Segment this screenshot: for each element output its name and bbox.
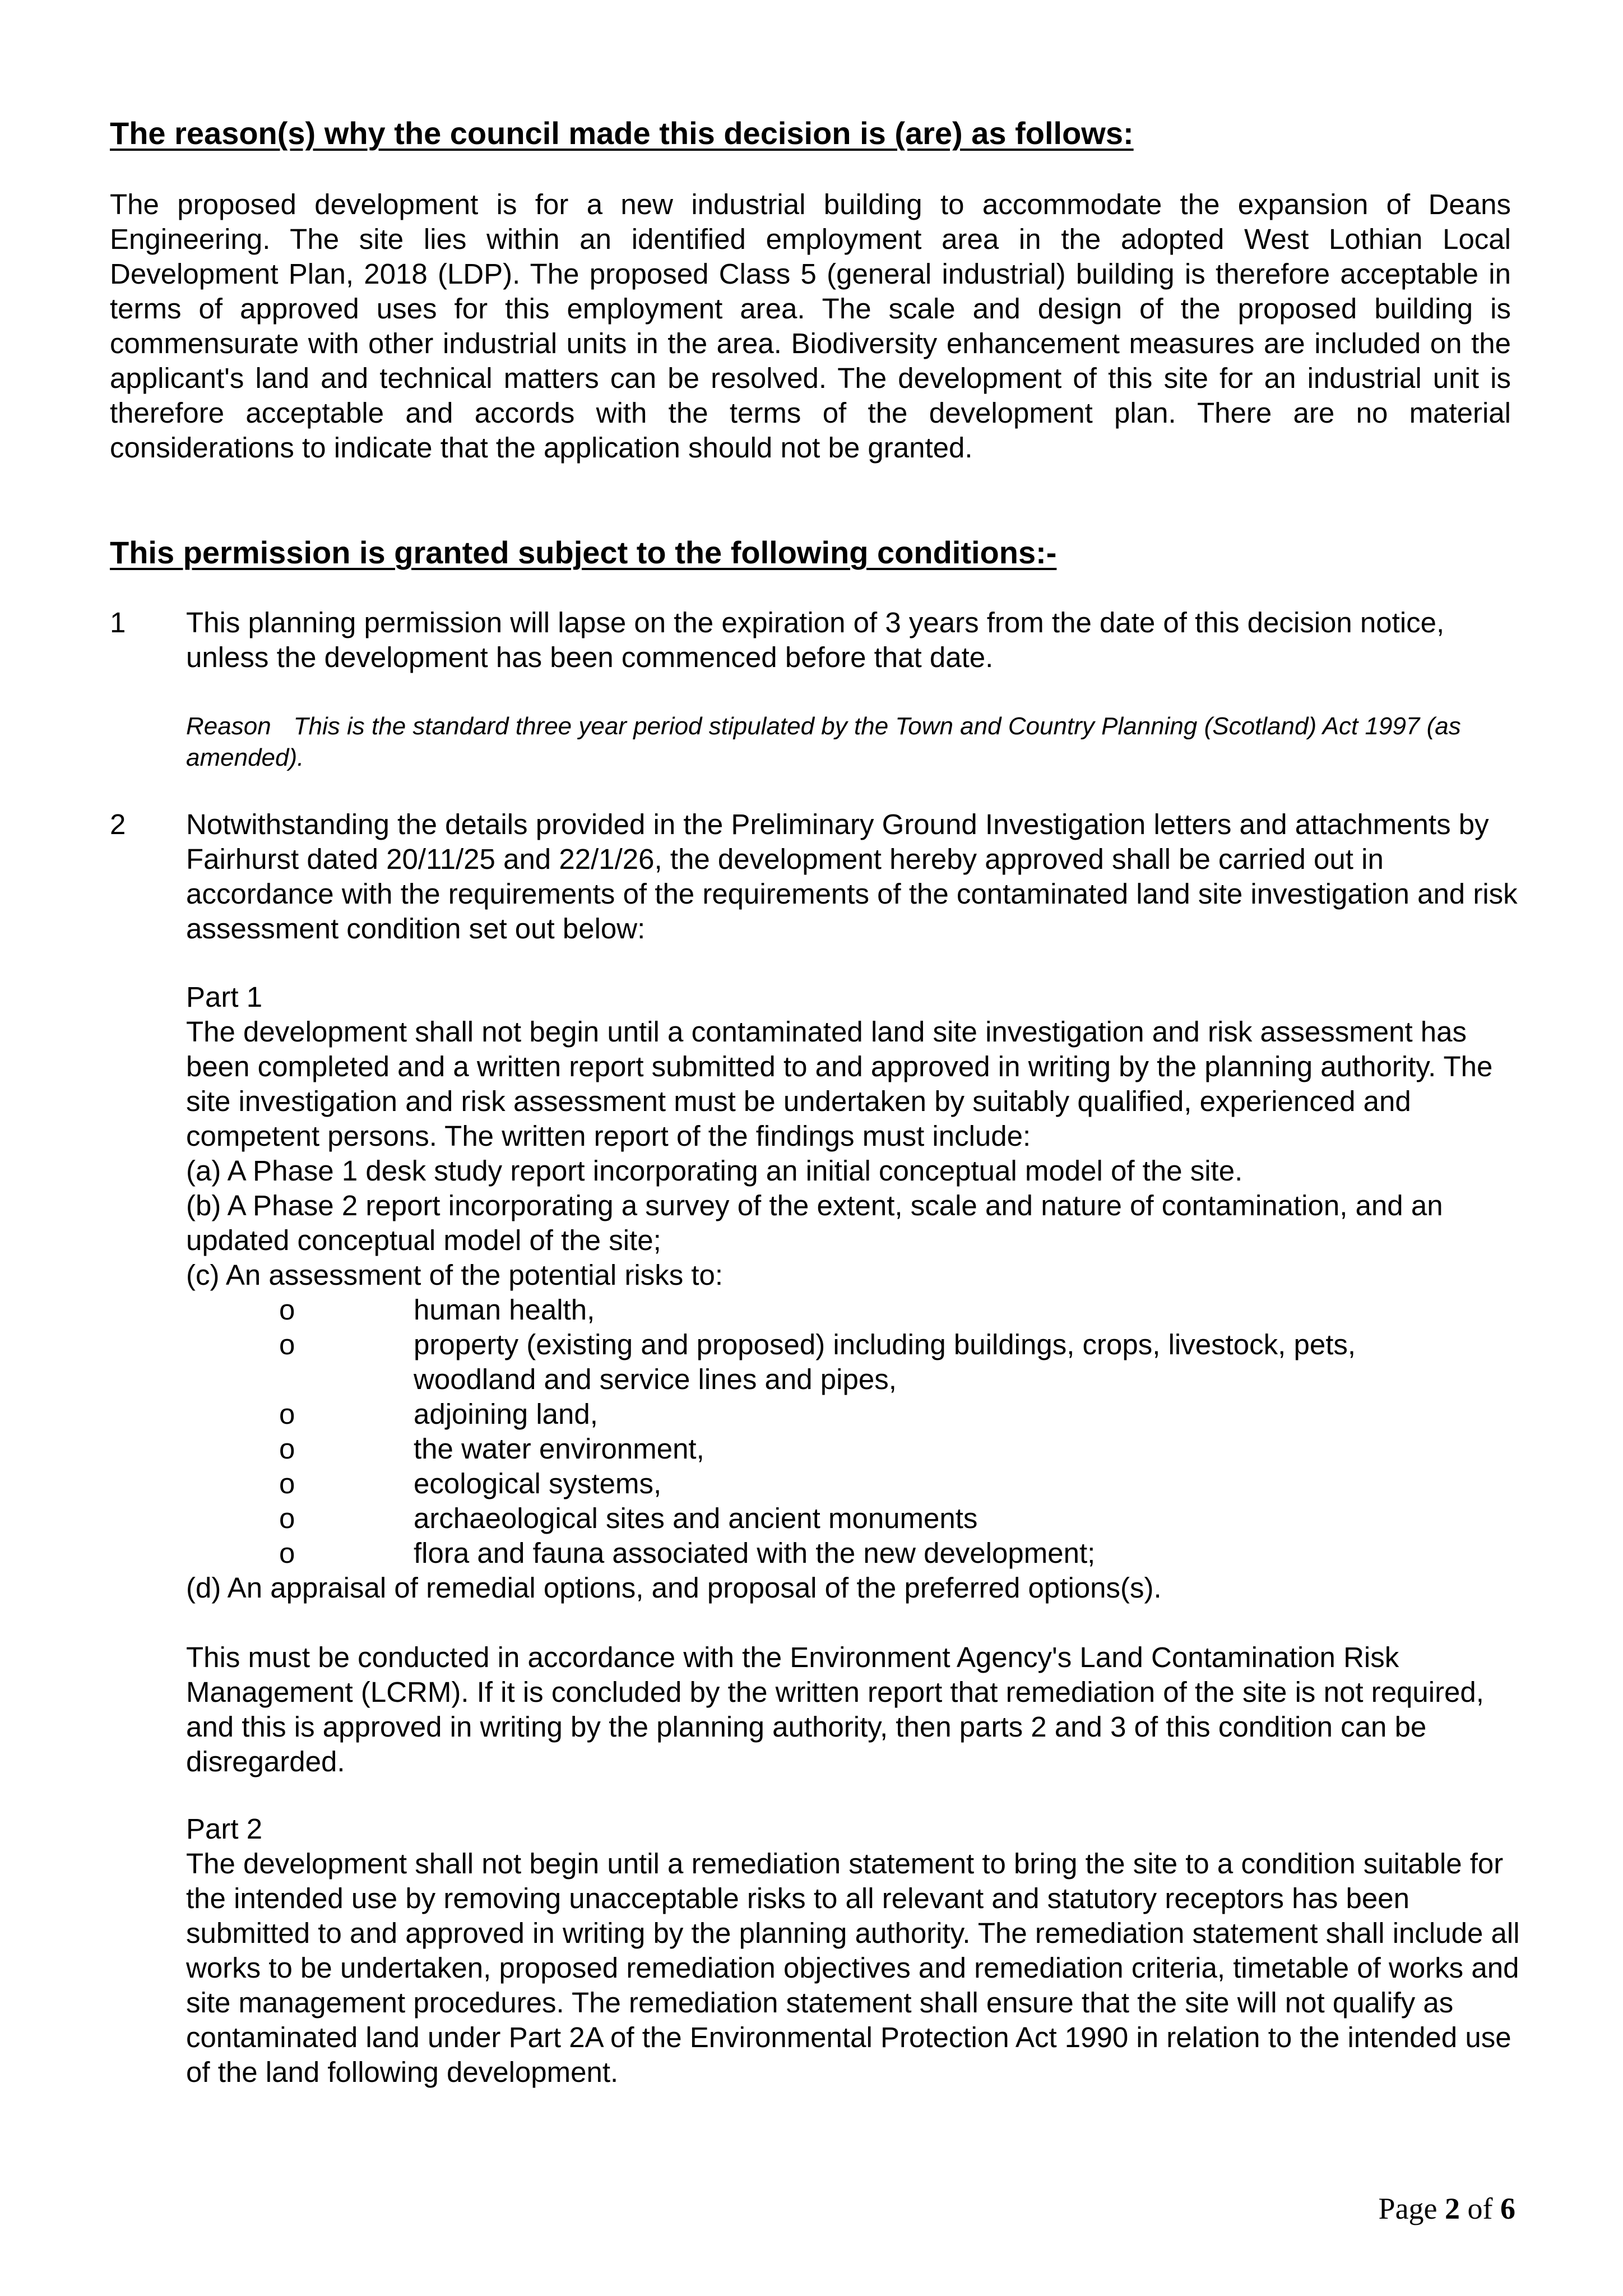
bullet-mark: o	[279, 1398, 295, 1430]
condition-1-number: 1	[110, 607, 126, 638]
bullet-mark: o	[279, 1468, 295, 1499]
part-1-item-c: (c) An assessment of the potential risks to:	[186, 1259, 724, 1291]
page-number	[1379, 2191, 1515, 2226]
risk-item-text: flora and fauna associated with the new development;	[414, 1537, 1096, 1569]
part-2-block	[186, 1812, 1525, 2090]
bullet-mark: o	[279, 1537, 295, 1569]
part-1-closing: This must be conducted in accordance with the Environment Agency's Land Contamination Risk Management (LCRM). If it is concluded by the written report that remediation of the site is not required, and this is approved in writing by the planning authority, then parts 2 and 3 of this condition can be disregarded.	[186, 1641, 1484, 1777]
of-word: of	[1467, 2192, 1493, 2225]
risk-item-text: the water environment,	[414, 1433, 704, 1465]
risk-item-text: woodland and service lines and pipes,	[414, 1363, 897, 1395]
risk-item-text: human health,	[414, 1294, 595, 1326]
risk-item-text: property (existing and proposed) including buildings, crops, livestock, pets,	[414, 1328, 1356, 1360]
reason-text: This is the standard three year period stipulated by the Town and Country Planning (Scotland) Act 1997 (as amended).	[186, 712, 1461, 771]
risk-list-item	[186, 1327, 1525, 1362]
condition-2-text: Notwithstanding the details provided in the Preliminary Ground Investigation letters and attachments by Fairhurst dated 20/11/25 and 22/1/26, the development hereby approved shall be carried out in accordance with the requirements of the requirements of the contaminated land site investigation and risk assessment condition set out below:	[186, 808, 1518, 945]
bullet-spacer	[186, 1362, 414, 1397]
reason-label: Reason	[186, 712, 271, 740]
part-1-item-a: (a) A Phase 1 desk study report incorporating an initial conceptual model of the site.	[186, 1155, 1243, 1187]
risk-list-item	[186, 1501, 1525, 1536]
part-1-intro: The development shall not begin until a contaminated land site investigation and risk assessment has been completed and a written report submitted to and approved in writing by the planning authority. The site investigation and risk assessment must be undertaken by suitably qualified, experienced and competent persons. The written report of the findings must include:	[186, 1016, 1493, 1152]
part-1-title: Part 1	[186, 981, 263, 1013]
risk-list-item	[186, 1536, 1525, 1571]
page-total: 6	[1500, 2192, 1515, 2225]
risk-item-text: adjoining land,	[414, 1398, 598, 1430]
spacer	[186, 1605, 1525, 1640]
conditions-heading: This permission is granted subject to the following conditions:-	[110, 535, 1057, 570]
reasons-paragraph: The proposed development is for a new industrial building to accommodate the expansion of Deans Engineering. The site lies within an identified employment area in the adopted West Lothian Local Development Plan, 2018 (LDP). The proposed Class 5 (general industrial) building is therefore acceptable in terms of approved uses for this employment area. The scale and design of the proposed building is commensurate with other industrial units in the area. Biodiversity enhancement measures are included on the applicant's land and technical matters can be resolved. The development of this site for an industrial unit is therefore acceptable and accords with the terms of the development plan. There are no material considerations to indicate that the application should not be granted.	[110, 188, 1511, 464]
bullet-mark: o	[279, 1328, 295, 1360]
page-current: 2	[1445, 2192, 1460, 2225]
part-1-block	[186, 980, 1525, 1779]
page-word: Page	[1378, 2192, 1437, 2225]
risk-list-item	[186, 1397, 1525, 1432]
bullet-mark: o	[279, 1433, 295, 1465]
condition-2-number: 2	[110, 808, 126, 840]
part-2-text: The development shall not begin until a remediation statement to bring the site to a condition suitable for the intended use by removing unacceptable risks to all relevant and statutory receptors has been submitted to and approved in writing by the planning authority. The remediation statement shall include all works to be undertaken, proposed remediation objectives and remediation criteria, timetable of works and site management procedures. The remediation statement shall ensure that the site will not qualify as contaminated land under Part 2A of the Environmental Protection Act 1990 in relation to the intended use of the land following development.	[186, 1848, 1520, 2088]
part-1-item-b: (b) A Phase 2 report incorporating a survey of the extent, scale and nature of contamination, and an updated conceptual model of the site;	[186, 1189, 1443, 1256]
risk-list-item-continuation	[186, 1362, 1525, 1397]
condition-1-reason	[186, 711, 1525, 774]
risk-list-item	[186, 1432, 1525, 1466]
part-1-item-d: (d) An appraisal of remedial options, and proposal of the preferred options(s).	[186, 1572, 1162, 1604]
risk-item-text: ecological systems,	[414, 1468, 662, 1499]
risk-list-item	[186, 1466, 1525, 1501]
bullet-mark: o	[279, 1294, 295, 1326]
condition-1-text: This planning permission will lapse on the expiration of 3 years from the date of this decision notice, unless the development has been commenced before that date.	[186, 607, 1445, 673]
risk-item-text: archaeological sites and ancient monuments	[414, 1502, 978, 1534]
bullet-mark: o	[279, 1502, 295, 1534]
reasons-heading: The reason(s) why the council made this decision is (are) as follows:	[110, 115, 1134, 151]
risk-list-item	[186, 1293, 1525, 1327]
part-2-title: Part 2	[186, 1813, 263, 1845]
